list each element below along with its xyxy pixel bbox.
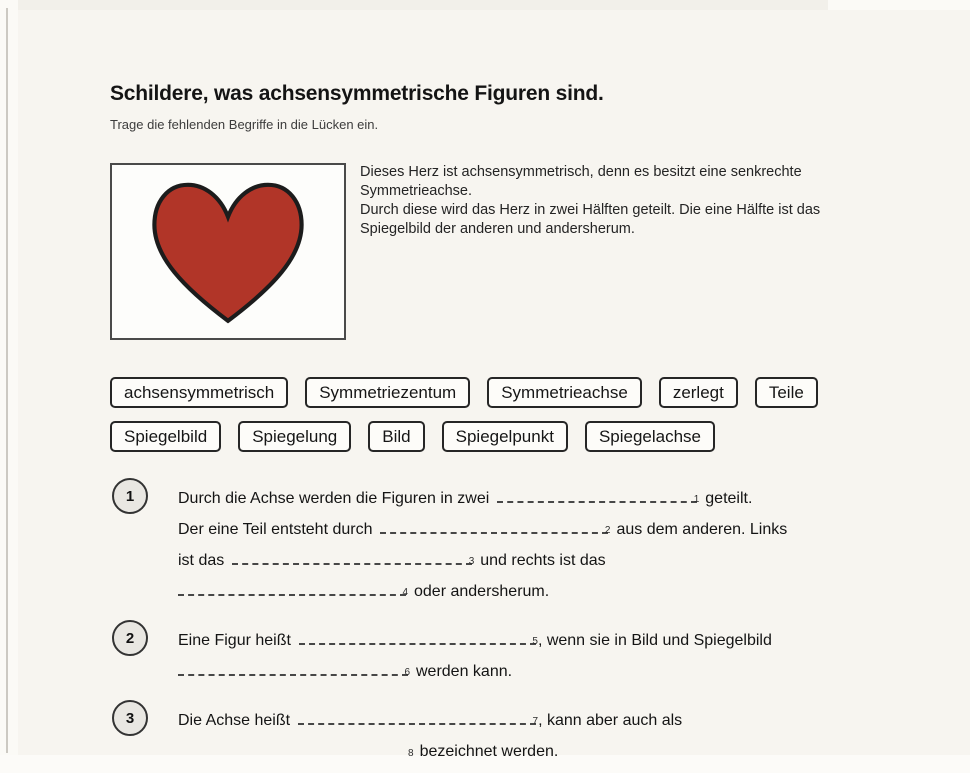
text-segment: und rechts ist das [480, 552, 606, 569]
page-title: Schildere, was achsensymmetrische Figuren sind. [110, 82, 604, 105]
exercise-1-number: 1 [112, 478, 148, 514]
word-chip-spiegelachse[interactable]: Spiegelachse [585, 421, 715, 452]
word-chip-zerlegt[interactable]: zerlegt [659, 377, 738, 408]
text-segment: ist das [178, 552, 225, 569]
heart-figure-box [110, 163, 346, 340]
blank-field-1[interactable] [497, 486, 700, 505]
caption-line: Dieses Herz ist achsensymmetrisch, denn es besitzt eine senkrechte [360, 164, 802, 180]
text-segment: geteilt. [705, 490, 753, 507]
page-instruction: Trage die fehlenden Begriffe in die Lücken ein. [110, 117, 379, 132]
exercise-2-line-2 [178, 656, 878, 687]
exercise-2 [178, 625, 878, 687]
caption-line: Durch diese wird das Herz in zwei Hälften geteilt. Die eine Hälfte ist das [360, 202, 821, 218]
exercise-2-line-1 [178, 625, 878, 656]
exercise-1-line-4 [178, 576, 878, 607]
exercise-3-line-2 [178, 736, 878, 767]
text-segment: , kann aber auch als [538, 712, 683, 729]
blank-field-5[interactable] [299, 628, 536, 645]
exercise-1-line-2 [178, 514, 878, 545]
exercise-3-line-1 [178, 705, 878, 736]
blank-number: 1 [693, 494, 700, 505]
word-chip-spiegelbild[interactable]: Spiegelbild [110, 421, 221, 452]
text-segment: Die Achse heißt [178, 712, 291, 729]
word-chip-spiegelpunkt[interactable]: Spiegelpunkt [442, 421, 568, 452]
text-segment: Eine Figur heißt [178, 632, 291, 649]
blank-number: 7 [532, 716, 539, 727]
word-chip-teile[interactable]: Teile [755, 377, 818, 408]
exercise-3-number: 3 [112, 700, 148, 736]
caption-line: Symmetrieachse. [360, 183, 473, 199]
blank-number-8[interactable]: 8 [408, 748, 414, 759]
exercise-1-line-3 [178, 545, 878, 576]
blank-field-4[interactable] [178, 579, 406, 596]
caption-line: Spiegelbild der anderen und andersherum. [360, 221, 635, 237]
text-segment: werden kann. [416, 663, 513, 680]
page-edge-top [0, 0, 970, 10]
blank-field-2[interactable] [380, 517, 611, 536]
figure-caption [360, 163, 870, 239]
word-bank-row-2 [110, 421, 715, 452]
heart-icon [148, 176, 308, 328]
page-edge-top-shade [18, 0, 828, 10]
exercise-1-line-1 [178, 483, 878, 514]
text-segment: Der eine Teil entsteht durch [178, 521, 373, 538]
blank-number: 5 [532, 636, 538, 647]
blank-number: 3 [468, 556, 475, 567]
blank-number: 6 [404, 667, 410, 678]
blank-number: 2 [604, 525, 611, 536]
page-edge-line [6, 8, 8, 753]
blank-field-6[interactable] [178, 659, 408, 676]
text-segment: oder andersherum. [414, 583, 550, 600]
word-chip-achsensymmetrisch[interactable]: achsensymmetrisch [110, 377, 288, 408]
blank-number: 4 [402, 587, 408, 598]
page-edge-left [0, 0, 18, 773]
exercise-1 [178, 483, 878, 607]
exercise-3 [178, 705, 878, 767]
text-segment: Durch die Achse werden die Figuren in zwei [178, 490, 490, 507]
word-chip-symmetrieachse[interactable]: Symmetrieachse [487, 377, 642, 408]
blank-field-3[interactable] [232, 548, 475, 567]
word-chip-bild[interactable]: Bild [368, 421, 424, 452]
blank-field-7[interactable] [298, 708, 539, 727]
word-chip-symmetriezentum[interactable]: Symmetriezentum [305, 377, 470, 408]
word-chip-spiegelung[interactable]: Spiegelung [238, 421, 351, 452]
word-bank-row-1 [110, 377, 818, 408]
exercise-2-number: 2 [112, 620, 148, 656]
text-segment: , wenn sie in Bild und Spiegelbild [537, 632, 772, 649]
text-segment: bezeichnet werden. [419, 743, 559, 760]
text-segment: aus dem anderen. Links [616, 521, 788, 538]
